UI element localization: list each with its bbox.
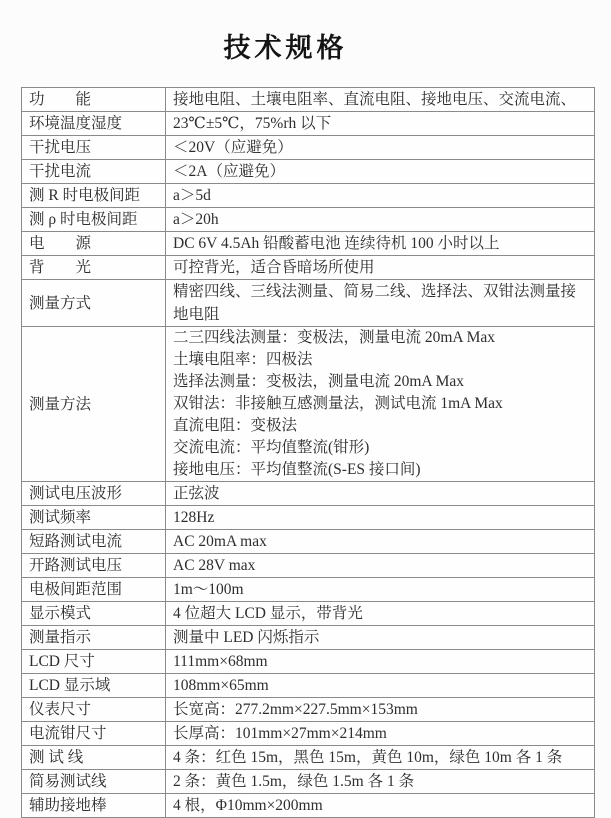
row-label: 电极间距范围 [22, 578, 166, 602]
row-label: 环境温度湿度 [22, 112, 166, 136]
table-row [22, 112, 595, 136]
value-line: 地电阻 [173, 306, 220, 323]
row-label: 干扰电压 [22, 136, 166, 160]
row-label: LCD 尺寸 [22, 650, 166, 674]
value-line: 选择法测量：变极法，测量电流 20mA Max [173, 373, 465, 390]
row-value: a＞5d [166, 184, 595, 208]
row-label: 短路测试电流 [22, 530, 166, 554]
row-label: 仪表尺寸 [22, 698, 166, 722]
row-label: 显示模式 [22, 602, 166, 626]
value-line: 交流电流：平均值整流(钳形) [173, 439, 370, 456]
row-value: 4 位超大 LCD 显示，带背光 [166, 602, 595, 626]
row-value: 128Hz [166, 506, 595, 530]
value-line: 接地电压：平均值整流(S-ES 接口间) [173, 461, 421, 478]
table-row [22, 770, 595, 794]
table-row [22, 674, 595, 698]
row-value: AC 28V max [166, 554, 595, 578]
row-label: 背 光 [22, 256, 166, 280]
row-value: ＜2A（应避免） [166, 160, 595, 184]
table-row [22, 626, 595, 650]
row-value [166, 327, 595, 482]
row-value: 测量中 LED 闪烁指示 [166, 626, 595, 650]
row-label: 电 源 [22, 232, 166, 256]
row-label: 测试频率 [22, 506, 166, 530]
row-label: 干扰电流 [22, 160, 166, 184]
table-row [22, 530, 595, 554]
table-row [22, 602, 595, 626]
row-value: 1m～100m [166, 578, 595, 602]
row-label: 辅助接地棒 [22, 794, 166, 818]
table-row [22, 554, 595, 578]
table-row [22, 327, 595, 482]
row-value: 4 根，Φ10mm×200mm [166, 794, 595, 818]
row-label: 测 R 时电极间距 [22, 184, 166, 208]
row-value: 可控背光，适合昏暗场所使用 [166, 256, 595, 280]
table-row [22, 722, 595, 746]
table-row [22, 280, 595, 327]
table-row [22, 482, 595, 506]
spec-table [21, 87, 595, 818]
value-line: 土壤电阻率：四极法 [173, 351, 313, 368]
row-label: 电流钳尺寸 [22, 722, 166, 746]
spec-table-body [22, 88, 595, 818]
row-value: a＞20h [166, 208, 595, 232]
row-value: 2 条：黄色 1.5m，绿色 1.5m 各 1 条 [166, 770, 595, 794]
row-label: 简易测试线 [22, 770, 166, 794]
row-label: 测 试 线 [22, 746, 166, 770]
page-title: 技术规格 [223, 33, 348, 63]
table-row [22, 650, 595, 674]
table-row [22, 578, 595, 602]
table-row [22, 698, 595, 722]
row-label: LCD 显示域 [22, 674, 166, 698]
table-row [22, 256, 595, 280]
row-label: 测量指示 [22, 626, 166, 650]
row-value [166, 280, 595, 327]
row-value: 108mm×65mm [166, 674, 595, 698]
row-label: 开路测试电压 [22, 554, 166, 578]
table-row [22, 232, 595, 256]
row-label: 功 能 [22, 88, 166, 112]
row-value: ＜20V（应避免） [166, 136, 595, 160]
value-line: 直流电阻：变极法 [173, 417, 298, 434]
table-row [22, 136, 595, 160]
row-label: 测量方式 [22, 280, 166, 327]
table-row [22, 184, 595, 208]
value-line: 双钳法：非接触互感测量法，测试电流 1mA Max [173, 395, 503, 412]
table-row [22, 208, 595, 232]
table-row [22, 746, 595, 770]
row-value: 4 条：红色 15m，黑色 15m，黄色 10m，绿色 10m 各 1 条 [166, 746, 595, 770]
row-label: 测试电压波形 [22, 482, 166, 506]
table-row [22, 160, 595, 184]
row-value: AC 20mA max [166, 530, 595, 554]
table-row [22, 794, 595, 818]
row-value: 111mm×68mm [166, 650, 595, 674]
row-label: 测 ρ 时电极间距 [22, 208, 166, 232]
table-row [22, 506, 595, 530]
row-value: 23℃±5℃，75%rh 以下 [166, 112, 595, 136]
row-value: 正弦波 [166, 482, 595, 506]
table-row [22, 88, 595, 112]
row-label: 测量方法 [22, 327, 166, 482]
row-value: DC 6V 4.5Ah 铅酸蓄电池 连续待机 100 小时以上 [166, 232, 595, 256]
row-value: 接地电阻、土壤电阻率、直流电阻、接地电压、交流电流、 [166, 88, 595, 112]
row-value: 长宽高：277.2mm×227.5mm×153mm [166, 698, 595, 722]
value-line: 二三四线法测量：变极法，测量电流 20mA Max [173, 329, 496, 346]
value-line: 精密四线、三线法测量、简易二线、选择法、双钳法测量接 [173, 283, 577, 300]
row-value: 长厚高：101mm×27mm×214mm [166, 722, 595, 746]
